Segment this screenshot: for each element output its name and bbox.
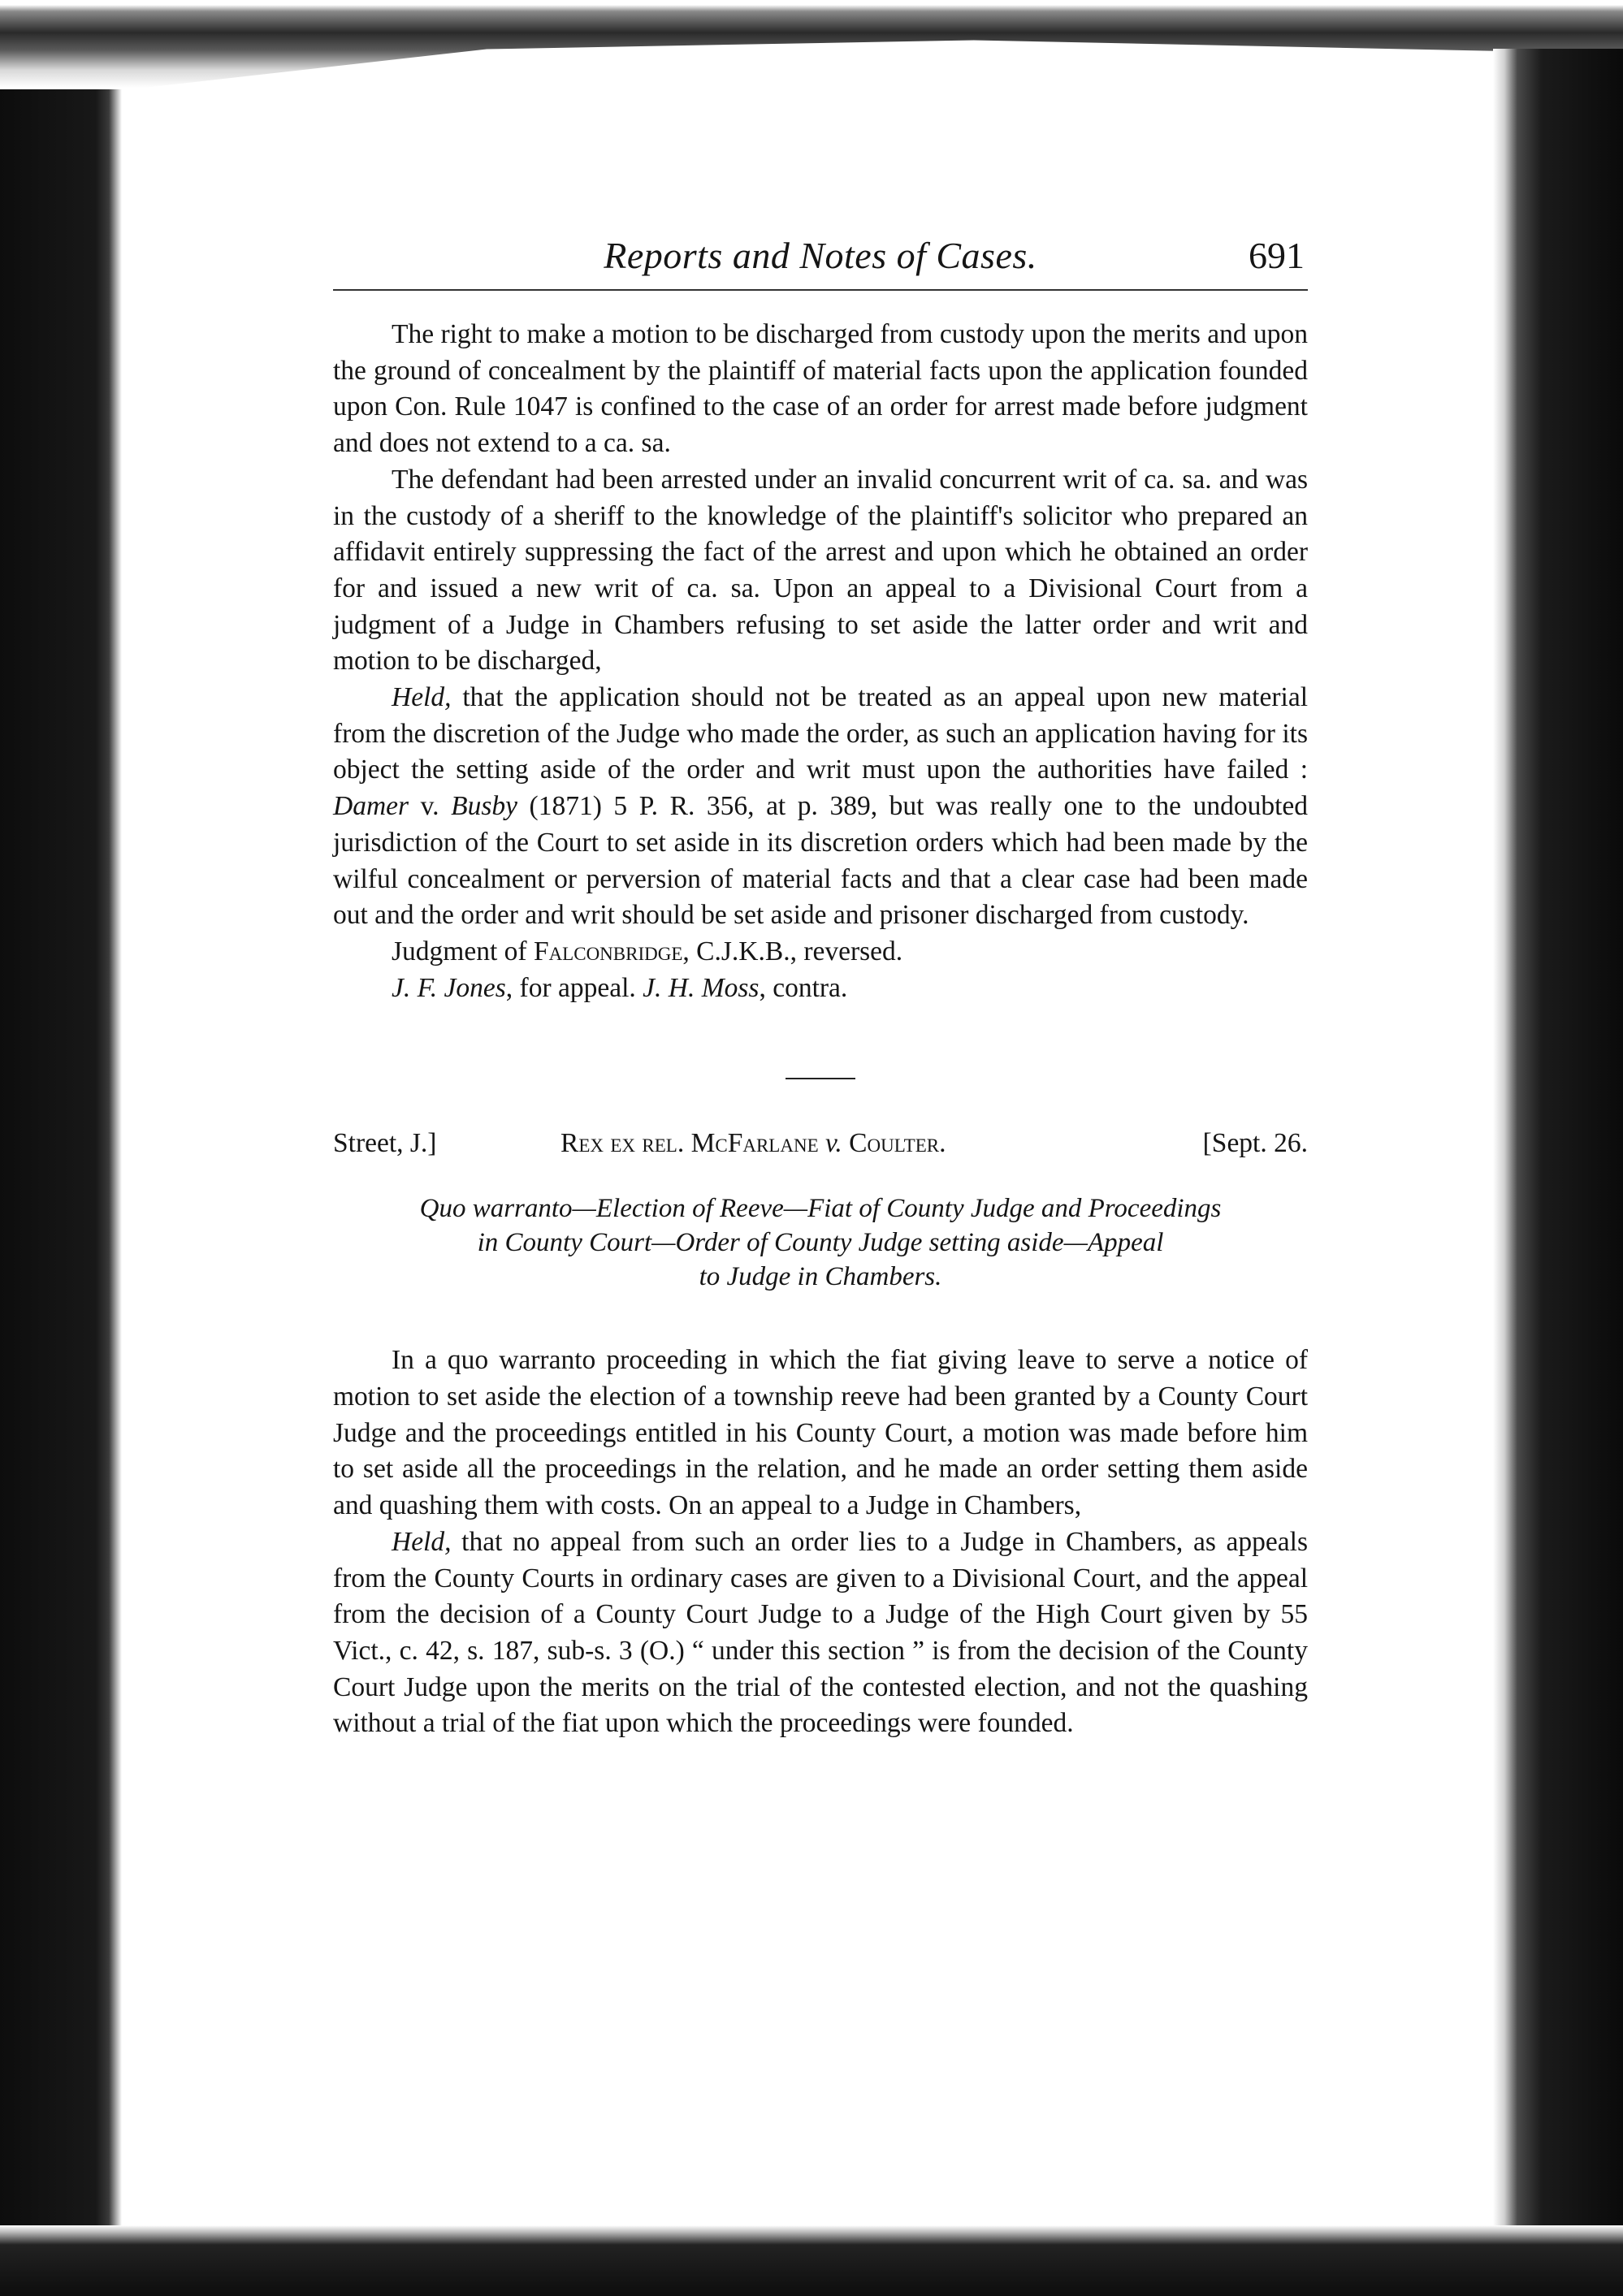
section-separator bbox=[786, 1078, 855, 1079]
held-text-1: that the application should not be treated as an appeal upon new material from the discretion of the Judge who made the order, as such an application having for its object the setting aside of the order and writ must upon the authorities have failed : bbox=[333, 682, 1308, 785]
header-rule bbox=[333, 289, 1308, 291]
paragraph-held-2 bbox=[333, 1524, 1308, 1742]
cited-case-v: v. bbox=[409, 791, 452, 822]
case-report-1 bbox=[333, 317, 1308, 1006]
paragraph-rule: The right to make a motion to be discharged from custody upon the merits and upon the ground of concealment by the plaintiff of material facts upon the application founded upon Con. Rule 1047 is confined to the case of an order for arrest made before judgment and does not extend to a ca. sa. bbox=[333, 319, 1308, 459]
counsel-contra: J. H. Moss bbox=[643, 972, 760, 1003]
held-text-2b: that no appeal from such an order lies to a Judge in Chambers, as appeals from the County Courts in ordinary cases are given to a Divisional Court, and the appeal from the decision of a County Court Judge to a Judge of the High Court given by 55 Vict., c. 42, s. 187, sub-s. 3 (O.) “ under this section ” is from the decision of the County Court Judge upon the merits on the trial of the contested election, and not the quashing without a trial of the fiat upon which the proceedings were founded. bbox=[333, 1526, 1308, 1739]
case-name-rex: Rex ex rel. McFarlane bbox=[560, 1128, 819, 1159]
judgment-suffix: , C.J.K.B., reversed. bbox=[682, 936, 903, 966]
counsel-appeal: J. F. Jones bbox=[392, 972, 506, 1003]
headnote-line: in County Court—Order of County Judge setting aside—Appeal bbox=[477, 1228, 1164, 1258]
headnote-line: to Judge in Chambers. bbox=[699, 1262, 942, 1292]
paragraph-facts: The defendant had been arrested under an invalid concurrent writ of ca. sa. and was in the custody of a sheriff to the knowledge of the plaintiff's solicitor who prepared an affidavit entirely suppressing the fact of the arrest and upon which he obtained an order for and issued a new writ of ca. sa. Upon an appeal to a Divisional Court from a judgment of a Judge in Chambers refusing to set aside the latter order and writ and motion to be discharged, bbox=[333, 464, 1308, 677]
held-text-2: (1871) 5 P. R. 356, at p. 389, but was really one to the undoubted jurisdiction of the Court to set aside in its discretion orders which had been made by the wilful concealment or perversion of material facts and that a clear case had been made out and the order and writ should be set aside and prisoner discharged from custody. bbox=[333, 791, 1308, 931]
headnote-line: Quo warranto—Election of Reeve—Fiat of County Judge and Proceedings bbox=[419, 1194, 1222, 1224]
judge-name: Falconbridge bbox=[533, 936, 683, 966]
running-header bbox=[333, 227, 1308, 284]
case-report-2 bbox=[333, 1128, 1308, 1742]
scan-edge-left bbox=[0, 0, 122, 2296]
case-name-coulter: Coulter. bbox=[849, 1128, 946, 1159]
case-heading bbox=[333, 1128, 1308, 1169]
paragraph-judgment bbox=[333, 934, 1308, 971]
scan-edge-right bbox=[1493, 49, 1623, 2296]
held-label: Held, bbox=[392, 682, 452, 713]
paragraph-counsel bbox=[333, 971, 1308, 1007]
case-name-v: v. bbox=[818, 1128, 850, 1159]
page-content bbox=[333, 227, 1308, 1742]
running-title: Reports and Notes of Cases. bbox=[604, 235, 1037, 276]
counsel-appeal-text: , for appeal. bbox=[505, 972, 643, 1003]
paragraph-proceeding: In a quo warranto proceeding in which the fiat giving leave to serve a notice of motion to set aside the election of a township reeve had been granted by a County Court Judge and the proceedings entitled in his County Court, a motion was made before him to set aside all the proceedings in the relation, and he made an order setting them aside and quashing them with costs. On an appeal to a Judge in Chambers, bbox=[333, 1345, 1308, 1521]
page-number: 691 bbox=[1249, 235, 1305, 276]
case-date: [Sept. 26. bbox=[1202, 1128, 1308, 1159]
paragraph-held bbox=[333, 680, 1308, 934]
scan-edge-bottom bbox=[0, 2225, 1623, 2296]
scan-edge-top bbox=[0, 0, 1623, 89]
case-judge: Street, J.] bbox=[333, 1128, 437, 1159]
counsel-contra-text: , contra. bbox=[759, 972, 848, 1003]
case-name bbox=[560, 1128, 946, 1159]
cited-case-busby: Busby bbox=[451, 791, 517, 822]
headnote bbox=[341, 1191, 1300, 1294]
held-label-2: Held, bbox=[392, 1526, 452, 1557]
cited-case-damer: Damer bbox=[333, 791, 409, 822]
judgment-prefix: Judgment of bbox=[392, 936, 534, 966]
